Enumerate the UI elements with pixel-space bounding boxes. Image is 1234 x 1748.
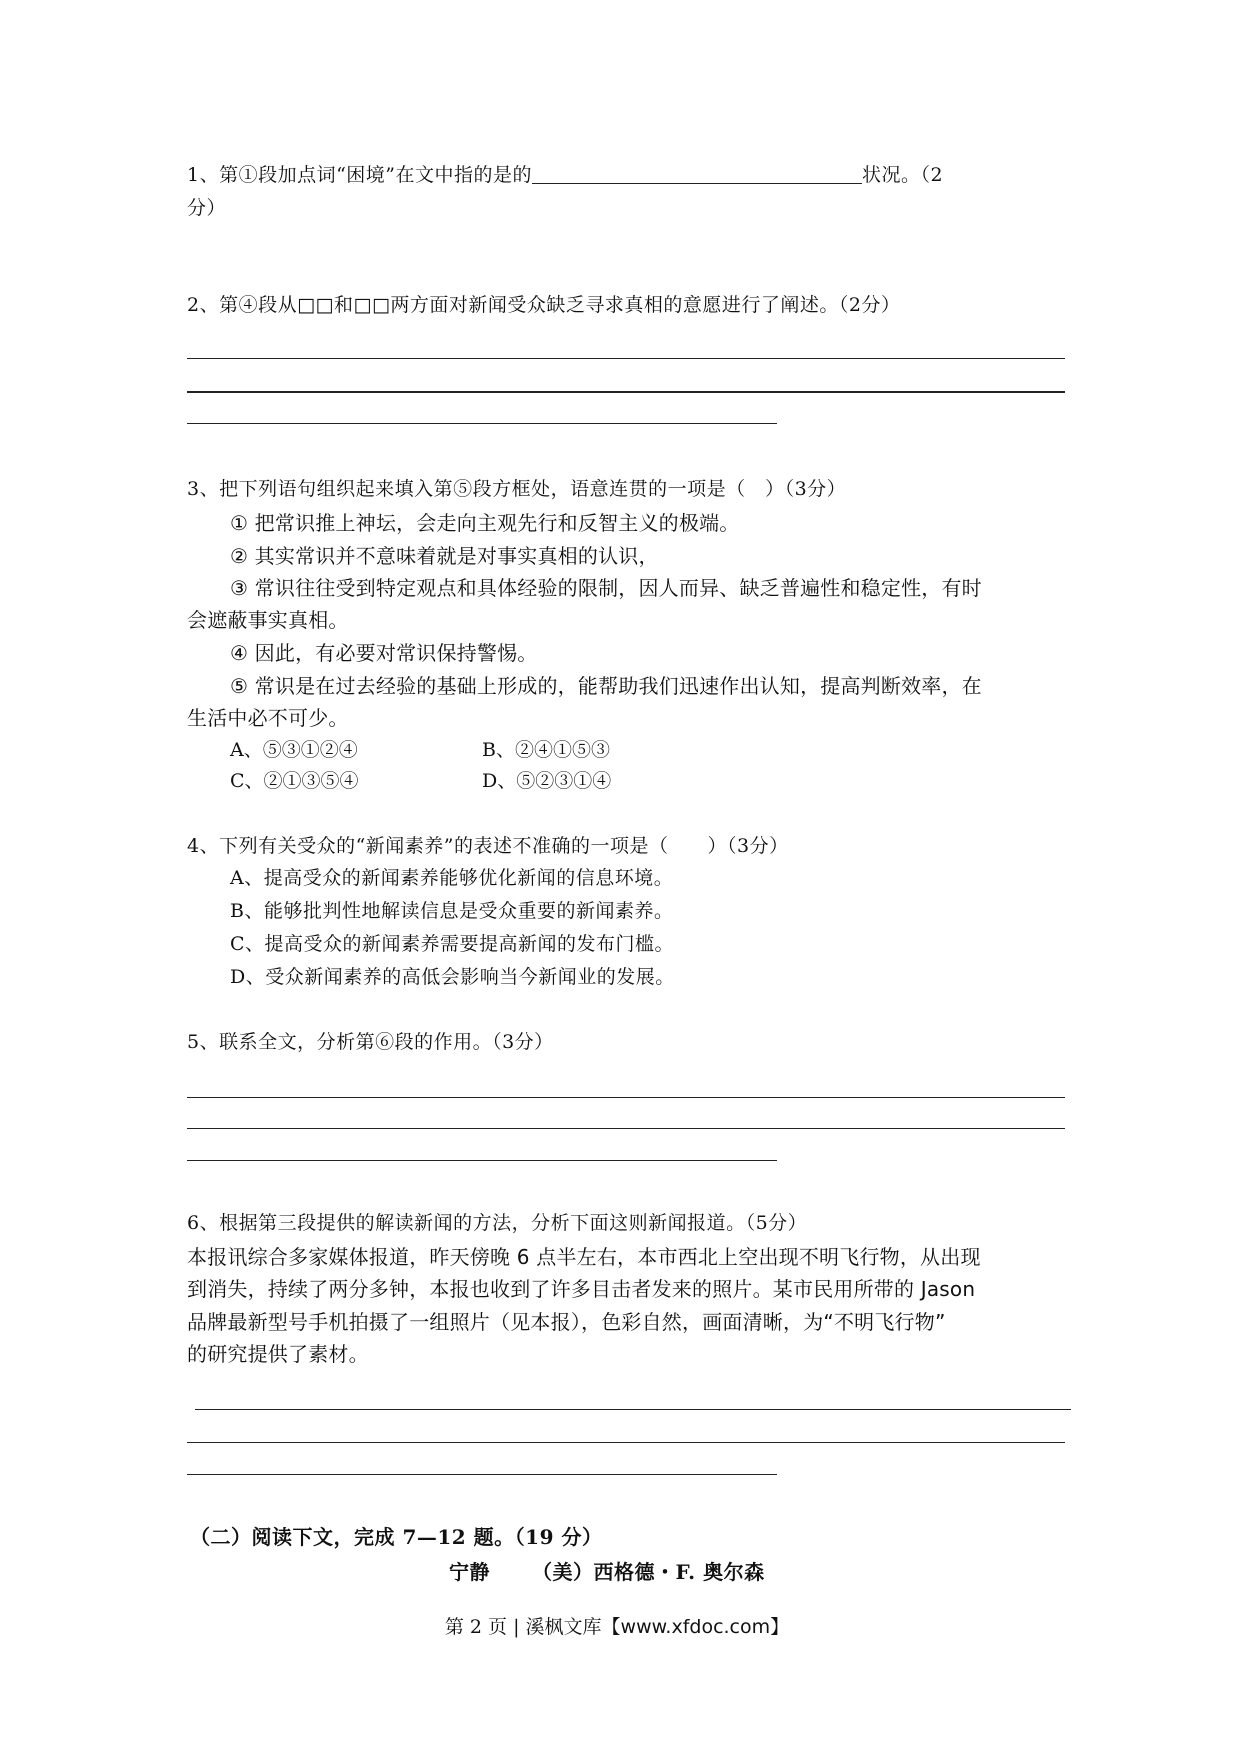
- answer-line: [187, 1128, 1065, 1129]
- question-1-suffix: 状况。（2: [862, 164, 944, 186]
- sentence-2: ② 其实常识并不意味着就是对事实真相的认识，: [230, 544, 659, 568]
- sentence-5-cont: 生活中必不可少。: [187, 706, 349, 730]
- option-d: D、受众新闻素养的高低会影响当今新闻业的发展。: [230, 966, 675, 988]
- option-b: B、能够批判性地解读信息是受众重要的新闻素养。: [230, 900, 674, 922]
- page-footer: [0, 1613, 1234, 1641]
- option-a: A、⑤③①②④: [230, 739, 358, 761]
- answer-line: [187, 1160, 777, 1161]
- question-1: [187, 160, 943, 190]
- answer-line: [187, 1442, 1065, 1443]
- answer-line: [195, 1409, 1071, 1410]
- option-d: D、⑤②③①④: [482, 770, 612, 792]
- answer-line: [187, 423, 777, 424]
- sentence-5: ⑤ 常识是在过去经验的基础上形成的，能帮助我们迅速作出认知，提高判断效率，在: [230, 674, 982, 698]
- news-line-4: 的研究提供了素材。: [187, 1342, 369, 1366]
- answer-line: [187, 358, 1065, 359]
- answer-line: [187, 1474, 777, 1475]
- option-c: C、②①③⑤④: [230, 770, 359, 792]
- question-2: 2、第④段从□□和□□两方面对新闻受众缺乏寻求真相的意愿进行了阐述。（2分）: [187, 294, 901, 316]
- news-line-1: 本报讯综合多家媒体报道，昨天傍晚 6 点半左右，本市西北上空出现不明飞行物，从出现: [187, 1245, 981, 1269]
- answer-line: [187, 1097, 1065, 1098]
- question-3-stem: 3、把下列语句组织起来填入第⑤段方框处，语意连贯的一项是（ ）（3分）: [187, 478, 847, 500]
- sentence-4: ④ 因此，有必要对常识保持警惕。: [230, 641, 538, 665]
- news-line-2: 到消失，持续了两分多钟，本报也收到了许多目击者发来的照片。某市民用所带的 Jason: [187, 1277, 976, 1301]
- sentence-1: ① 把常识推上神坛，会走向主观先行和反智主义的极端。: [230, 511, 740, 535]
- site-name: 溪枫文库: [525, 1616, 602, 1638]
- option-b: B、②④①⑤③: [482, 739, 610, 761]
- footer-separator: |: [507, 1616, 526, 1638]
- article-author: （美）西格德・F. 奥尔森: [532, 1560, 765, 1584]
- option-c: C、提高受众的新闻素养需要提高新闻的发布门槛。: [230, 933, 675, 955]
- question-5: 5、联系全文，分析第⑥段的作用。（3分）: [187, 1031, 554, 1053]
- site-url: 【www.xfdoc.com】: [601, 1616, 790, 1638]
- news-line-3: 品牌最新型号手机拍摄了一组照片（见本报），色彩自然，画面清晰，为“不明飞行物”: [187, 1310, 946, 1334]
- article-title: 宁静: [449, 1560, 490, 1584]
- answer-blank: [532, 161, 862, 184]
- question-1-line2: 分）: [187, 197, 227, 219]
- option-a: A、提高受众的新闻素养能够优化新闻的信息环境。: [230, 867, 674, 889]
- question-1-prefix: 1、第①段加点词“困境”在文中指的是的: [187, 164, 533, 186]
- sentence-3: ③ 常识往往受到特定观点和具体经验的限制，因人而异、缺乏普遍性和稳定性，有时: [230, 576, 982, 600]
- page-number: 第 2 页: [444, 1616, 508, 1638]
- sentence-3-cont: 会遮蔽事实真相。: [187, 608, 349, 632]
- section-heading: （二）阅读下文，完成 7—12 题。（19 分）: [190, 1525, 603, 1549]
- answer-line: [187, 391, 1065, 393]
- question-4-stem: 4、下列有关受众的“新闻素养”的表述不准确的一项是（ ）（3分）: [187, 835, 789, 857]
- question-6-stem: 6、根据第三段提供的解读新闻的方法，分析下面这则新闻报道。（5分）: [187, 1212, 808, 1234]
